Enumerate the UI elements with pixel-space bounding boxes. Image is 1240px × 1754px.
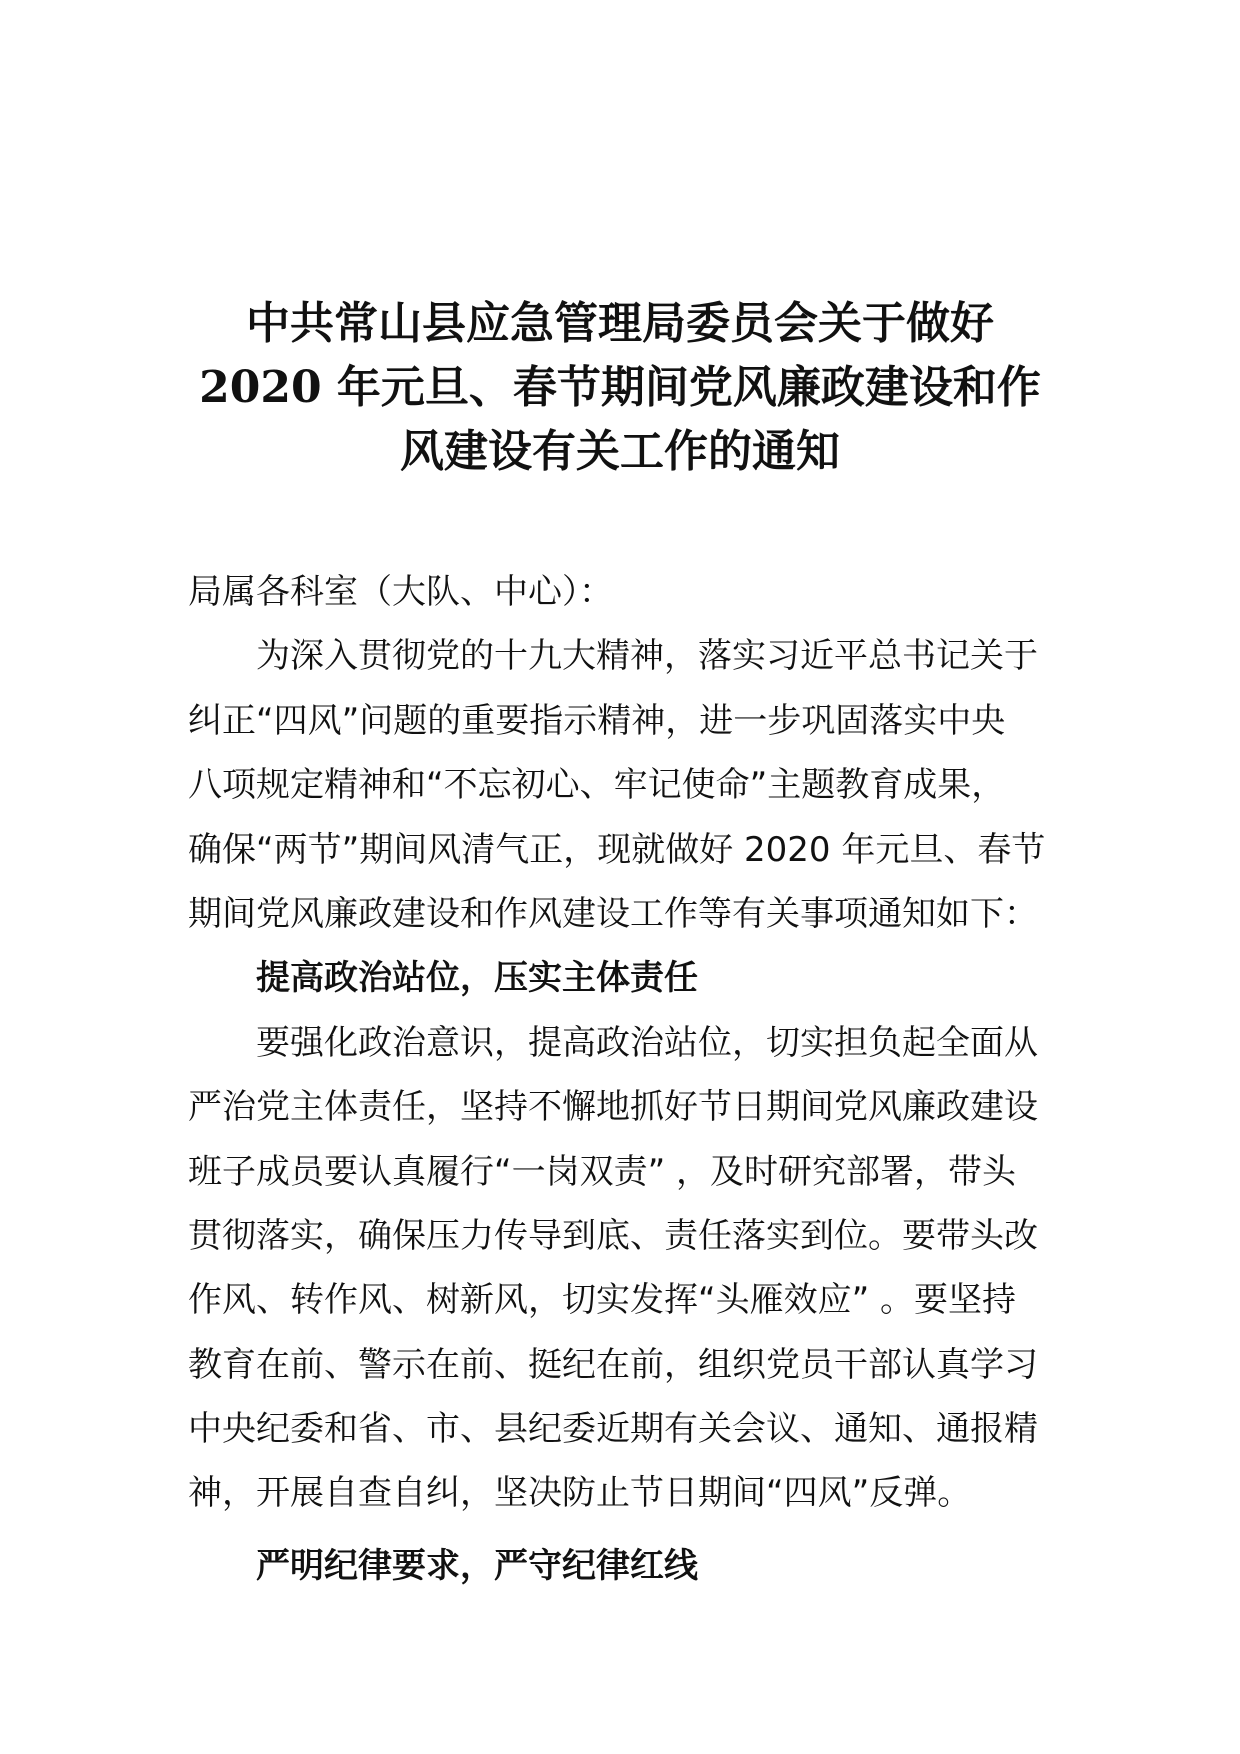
intro-line: 八项规定精神和“不忘初心、牢记使命”主题教育成果， (188, 765, 1006, 806)
spacer (188, 1526, 1056, 1534)
section1-line: 教育在前、警示在前、挺纪在前，组织党员干部认真学习 (188, 1344, 1038, 1385)
section1-line: 贯彻落实，确保压力传导到底、责任落实到位。要带头改 (188, 1215, 1038, 1256)
section1-line: 要强化政治意识，提高政治站位，切实担负起全面从 (256, 1022, 1038, 1063)
section1-line: 神，开展自查自纠，坚决防止节日期间“四风”反弹。 (188, 1473, 972, 1514)
salutation: 局属各科室（大队、中心）： (188, 572, 613, 612)
intro-line: 期间党风廉政建设和作风建设工作等有关事项通知如下： (188, 893, 1038, 934)
section-heading-2: 严明纪律要求，严守纪律红线 (256, 1545, 698, 1586)
section-heading-1: 提高政治站位，压实主体责任 (256, 958, 698, 999)
section1-line: 班子成员要认真履行“一岗双责” ，及时研究部署，带头 (188, 1151, 1017, 1192)
section1-line: 严治党主体责任，坚持不懈地抓好节日期间党风廉政建设 (188, 1087, 1038, 1128)
document-body (188, 560, 1056, 1598)
intro-line: 确保“两节”期间风清气正，现就做好 2020 年元旦、春节 (188, 829, 1046, 870)
section1-line: 中央纪委和省、市、县纪委近期有关会议、通知、通报精 (188, 1409, 1038, 1450)
section1-line: 作风、转作风、树新风，切实发挥“头雁效应” 。要坚持 (188, 1280, 1017, 1321)
document-title (150, 292, 1090, 484)
intro-line: 纠正“四风”问题的重要指示精神，进一步巩固落实中央 (188, 700, 1006, 741)
title-line: 中共常山县应急管理局委员会关于做好 (246, 298, 994, 349)
title-line: 2020 年元旦、春节期间党风廉政建设和作 (199, 362, 1041, 413)
title-line: 风建设有关工作的通知 (400, 426, 840, 477)
intro-line: 为深入贯彻党的十九大精神，落实习近平总书记关于 (256, 636, 1038, 677)
